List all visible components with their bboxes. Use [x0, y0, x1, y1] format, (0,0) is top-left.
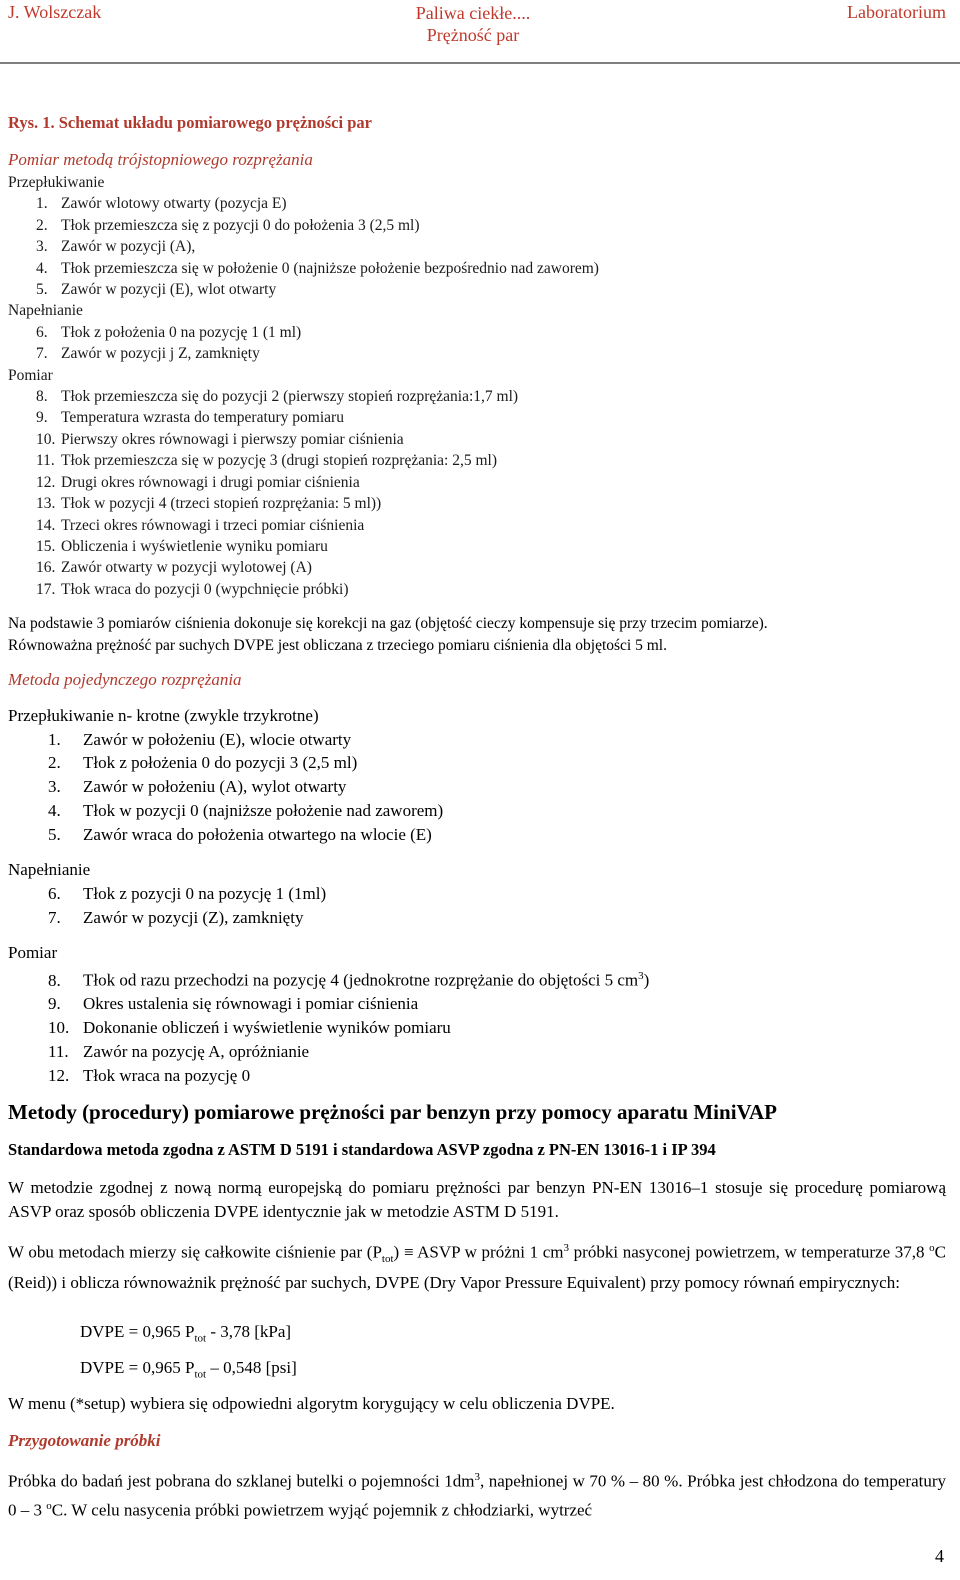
list-item-text: Zawór w położeniu (E), wlocie otwarty	[83, 729, 352, 749]
list-item-number: 14.	[36, 516, 56, 534]
list-item-number: 3.	[48, 777, 61, 797]
list-item-number: 12.	[48, 1065, 70, 1085]
prep-title: Przygotowanie próbki	[8, 1431, 161, 1450]
list-item-text: Tłok przemieszcza się do pozycji 2 (pierwszy stopień rozprężania:1,7 ml)	[61, 388, 519, 406]
list-item-text: Zawór w pozycji j Z, zamknięty	[61, 345, 260, 363]
list-item	[36, 515, 599, 536]
list-item-number: 7.	[48, 907, 61, 927]
list-item-number: 8.	[48, 970, 61, 990]
list-item-text: Tłok w pozycji 4 (trzeci stopień rozprężania: 5 ml))	[61, 495, 382, 513]
method1-flush-label: Przepłukiwanie	[8, 174, 105, 191]
list-item-text: Zawór w położeniu (A), wylot otwarty	[83, 777, 347, 797]
page-number: 4	[935, 1546, 944, 1566]
list-item-number: 7.	[36, 345, 48, 363]
section-paragraph-1: W metodzie zgodnej z nową normą europejską do pomiaru prężności par benzyn PN-EN 13016–1 stosuje się procedurę pomiarową ASVP oraz sposób obliczenia DVPE identycznie jak w metodzie ASTM D 5191.	[8, 1178, 946, 1221]
figure-caption: Rys. 1. Schemat układu pomiarowego prężności par	[8, 113, 372, 132]
method2-title: Metoda pojedynczego rozprężania	[8, 670, 242, 689]
list-item	[48, 751, 649, 775]
list-item-number: 13.	[36, 495, 56, 513]
list-item	[36, 472, 599, 493]
method1-fill-label: Napełnianie	[8, 302, 83, 320]
list-item	[48, 882, 649, 906]
page-header	[0, 0, 960, 66]
list-item-text: Dokonanie obliczeń i wyświetlenie wyników pomiaru	[83, 1018, 451, 1038]
method1-fill-list	[8, 322, 599, 365]
list-item-number: 5.	[36, 281, 48, 299]
method2-flush-list	[8, 728, 649, 847]
list-item-number: 1.	[36, 195, 48, 213]
list-item-text: Zawór otwarty w pozycji wylotowej (A)	[61, 559, 312, 577]
list-item-text: Tłok przemieszcza się w pozycję 3 (drugi stopień rozprężania: 2,5 ml)	[61, 452, 497, 470]
list-item-number: 9.	[36, 409, 48, 427]
method2-fill-list	[8, 882, 649, 929]
list-item-number: 16.	[36, 559, 56, 577]
list-item-text: Tłok z położenia 0 do pozycji 3 (2,5 ml)	[83, 753, 358, 773]
prep-paragraph: Próbka do badań jest pobrana do szklanej butelki o pojemności $1dm^3$, napełnionej w 70 % – 80 %. Próbka jest chłodzona do temperatury 0 – 3 $^o$C. W celu nasycenia próbki powietrzem wyjąć pojemnik z chłodziarki, wytrzeć	[8, 1471, 946, 1520]
formula-kpa: DVPE = 0,965 $P_{tot} - 3,78$ [kPa]	[80, 1322, 292, 1345]
list-item	[36, 279, 599, 300]
list-item-number: 9.	[48, 994, 61, 1014]
method2-fill-label: Napełnianie	[8, 860, 91, 880]
list-item-number: 11.	[48, 1041, 69, 1061]
list-item-number: 3.	[36, 238, 48, 256]
list-item	[36, 579, 599, 600]
list-item-number: 4.	[36, 259, 48, 277]
method1-block	[8, 172, 599, 600]
list-item	[48, 823, 649, 847]
list-item-text: Zawór w pozycji (E), wlot otwarty	[61, 281, 277, 299]
list-item: 8. Tłok od razu przechodzi na pozycję 4 (jednokrotne rozprężanie do objętości 5 $cm^3$)	[48, 965, 649, 992]
method2-measure-list	[8, 965, 649, 1087]
section-heading: Metody (procedury) pomiarowe prężności par benzyn przy pomocy aparatu MiniVAP	[8, 1100, 777, 1124]
list-item	[36, 236, 599, 257]
method1-flush-list	[8, 193, 599, 300]
list-item	[36, 429, 599, 450]
list-item	[36, 407, 599, 428]
method2-measure-label: Pomiar	[8, 943, 58, 963]
method1-note	[8, 613, 768, 656]
list-item-number: 1.	[48, 729, 61, 749]
method1-measure-label: Pomiar	[8, 366, 53, 384]
method2-flush-label: Przepłukiwanie n- krotne (zwykle trzykrotne)	[8, 706, 319, 725]
method1-note-line1: Na podstawie 3 pomiarów ciśnienia dokonuje się korekcji na gaz (objętość cieczy kompensuje się przy trzecim pomiarze).	[8, 615, 768, 632]
header-subtitle: Prężność par	[426, 25, 520, 45]
method1-title: Pomiar metodą trójstopniowego rozprężania	[8, 150, 313, 169]
list-item-text: Temperatura wzrasta do temperatury pomiaru	[61, 409, 344, 427]
list-item	[36, 450, 599, 471]
list-item-text: Obliczenia i wyświetlenie wyniku pomiaru	[61, 537, 328, 555]
list-item-number: 10.	[36, 430, 56, 448]
list-item-number: 6.	[48, 883, 61, 903]
header-title: Paliwa ciekłe....	[415, 3, 531, 23]
header-author: J. Wolszczak	[8, 2, 102, 22]
list-item-number: 6.	[36, 323, 48, 341]
header-center	[400, 2, 546, 46]
list-item-text: Tłok z położenia 0 na pozycję 1 (1 ml)	[61, 323, 302, 341]
list-item-text: Tłok przemieszcza się w położenie 0 (najniższe położenie bezpośrednio nad zaworem)	[61, 259, 599, 277]
list-item	[36, 215, 599, 236]
list-item-text: Zawór wlotowy otwarty (pozycja E)	[61, 195, 287, 213]
list-item	[48, 1040, 649, 1064]
list-item-text: Drugi okres równowagi i drugi pomiar ciśnienia	[61, 473, 360, 491]
list-item	[36, 258, 599, 279]
list-item-text: Tłok od razu przechodzi na pozycję 4 (jednokrotne rozprężanie do objętości 5 cm	[83, 970, 639, 990]
list-item	[36, 557, 599, 578]
list-item	[36, 343, 599, 364]
menu-note: W menu (*setup) wybiera się odpowiedni algorytm korygujący w celu obliczenia DVPE.	[8, 1394, 615, 1413]
list-item	[48, 775, 649, 799]
list-item-text: Tłok z pozycji 0 na pozycję 1 (1ml)	[83, 883, 327, 903]
list-item-text: Zawór w pozycji (A),	[61, 238, 196, 256]
list-item-number: 5.	[48, 824, 61, 844]
list-item	[48, 992, 649, 1016]
list-item-text: Zawór wraca do położenia otwartego na wlocie (E)	[83, 824, 432, 844]
list-item	[36, 322, 599, 343]
list-item	[48, 1016, 649, 1040]
list-item	[48, 906, 649, 930]
list-item-number: 8.	[36, 388, 48, 406]
formula-psi: DVPE = 0,965 $P_{tot} - 0,548$ [psi]	[80, 1358, 297, 1381]
list-item-text: Pierwszy okres równowagi i pierwszy pomiar ciśnienia	[61, 430, 404, 448]
list-item	[48, 728, 649, 752]
section-paragraph-2: W obu metodach mierzy się całkowite ciśnienie par $(P_{tot})$ ≡ ASVP w próżni 1 $cm^3$ próbki nasyconej powietrzem, w temperaturze 37,8 $^o$C (Reid)) i oblicza równoważnik prężność par suchych, DVPE (Dry Vapor Pressure Equivalent) przy pomocy równań empirycznych:	[8, 1242, 946, 1293]
method1-measure-list	[8, 386, 599, 600]
list-item-text: Okres ustalenia się równowagi i pomiar ciśnienia	[83, 994, 419, 1014]
method2-block	[8, 704, 649, 1087]
list-item	[48, 799, 649, 823]
list-item-text: Tłok przemieszcza się z pozycji 0 do położenia 3 (2,5 ml)	[61, 216, 420, 234]
list-item-number: 2.	[48, 753, 61, 773]
header-section: Laboratorium	[847, 2, 946, 22]
list-item-text: Tłok wraca do pozycji 0 (wypchnięcie próbki)	[61, 580, 349, 598]
list-item-number: 2.	[36, 216, 48, 234]
list-item-number: 15.	[36, 537, 56, 555]
section-subheading: Standardowa metoda zgodna z ASTM D 5191 i standardowa ASVP zgodna z PN-EN 13016-1 i IP 394	[8, 1140, 716, 1159]
list-item-text: Zawór w pozycji (Z), zamknięty	[83, 907, 304, 927]
list-item-text: Tłok wraca na pozycję 0	[83, 1065, 251, 1085]
method1-note-line2: Równoważna prężność par suchych DVPE jest obliczana z trzeciego pomiaru ciśnienia dla objętości 5 ml.	[8, 636, 667, 654]
list-item	[36, 493, 599, 514]
list-item-number: 11.	[36, 452, 55, 470]
list-item-number: 17.	[36, 580, 56, 598]
list-item	[36, 386, 599, 407]
list-item-text: Trzeci okres równowagi i trzeci pomiar ciśnienia	[61, 516, 365, 534]
list-item-number: 4.	[48, 800, 61, 820]
header-divider	[0, 62, 960, 64]
list-item-number: 10.	[48, 1018, 70, 1038]
list-item	[36, 193, 599, 214]
list-item-number: 12.	[36, 473, 56, 491]
list-item	[48, 1064, 649, 1088]
list-item	[36, 536, 599, 557]
list-item-text: Zawór na pozycję A, opróżnianie	[83, 1041, 310, 1061]
list-item-text: Tłok w pozycji 0 (najniższe położenie nad zaworem)	[83, 800, 444, 820]
